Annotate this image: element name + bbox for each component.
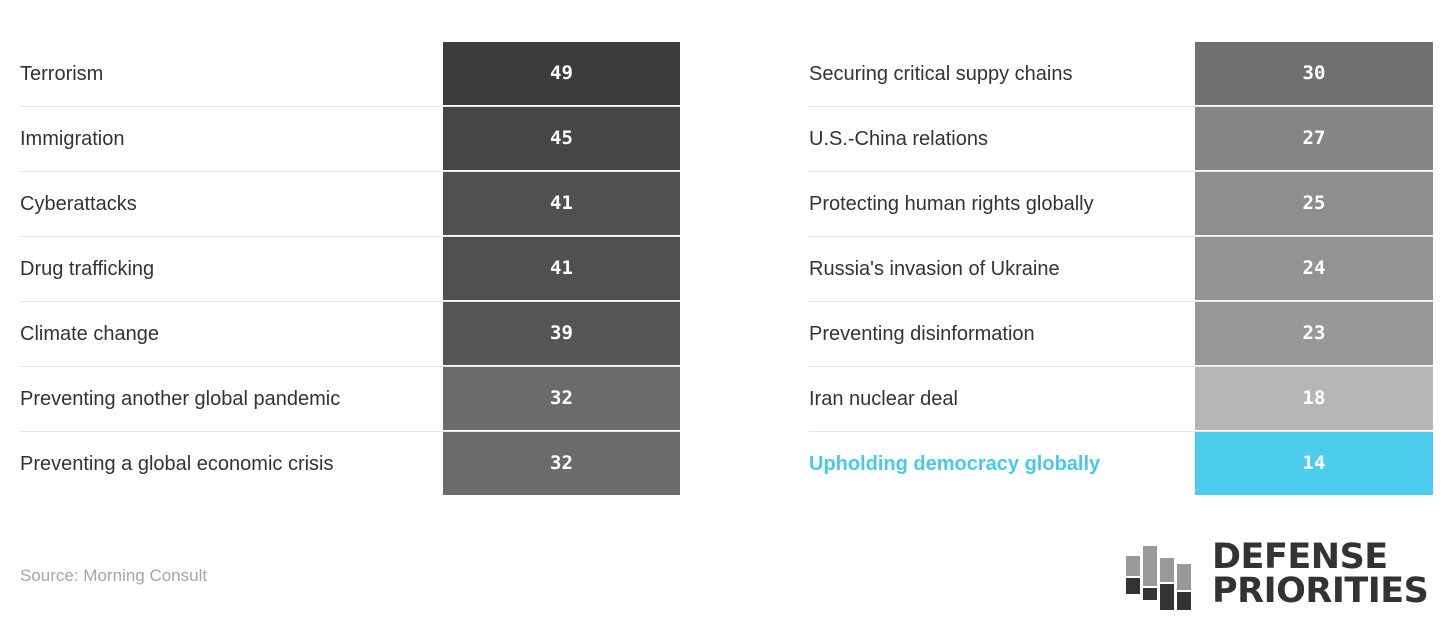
value-cell: 18 [1195,367,1433,430]
table-row [809,367,1433,432]
logo-line-2: PRIORITIES [1212,571,1429,611]
row-label: U.S.-China relations [809,128,988,150]
row-label: Upholding democracy globally [809,453,1101,475]
row-label: Protecting human rights globally [809,193,1094,215]
row-label: Preventing a global economic crisis [20,453,334,475]
row-label: Terrorism [20,63,104,85]
row-label: Immigration [20,128,125,150]
value-cell: 32 [443,367,680,430]
value-cell: 41 [443,237,680,300]
defense-priorities-logo [1126,537,1436,614]
row-label: Securing critical suppy chains [809,63,1073,85]
table-row [20,302,680,367]
table-row [20,237,680,302]
row-label: Preventing disinformation [809,323,1035,345]
row-label: Climate change [20,323,159,345]
value-cell: 30 [1195,42,1433,105]
source-note: Source: Morning Consult [20,566,208,585]
logo-line-1: DEFENSE [1212,537,1388,577]
table-row [20,42,680,107]
right-table [809,42,1433,497]
row-label: Cyberattacks [20,193,137,215]
table-row [809,302,1433,367]
value-cell: 27 [1195,107,1433,170]
row-label: Russia's invasion of Ukraine [809,258,1060,280]
value-cell: 14 [1195,432,1433,495]
row-label: Iran nuclear deal [809,388,958,410]
row-label: Drug trafficking [20,258,155,280]
value-cell: 49 [443,42,680,105]
value-cell: 41 [443,172,680,235]
value-cell: 32 [443,432,680,495]
table-row [20,107,680,172]
value-cell: 23 [1195,302,1433,365]
table-row [20,367,680,432]
value-cell: 45 [443,107,680,170]
left-table [20,42,680,497]
table-row [809,42,1433,107]
logo-wordmark [1212,537,1429,611]
table-row [809,172,1433,237]
table-row [809,432,1433,497]
table-row [809,107,1433,172]
table-row [809,237,1433,302]
logo-bars-icon [1126,544,1196,614]
value-cell: 24 [1195,237,1433,300]
row-label: Preventing another global pandemic [20,388,341,410]
value-cell: 25 [1195,172,1433,235]
table-row [20,432,680,497]
value-cell: 39 [443,302,680,365]
table-row [20,172,680,237]
